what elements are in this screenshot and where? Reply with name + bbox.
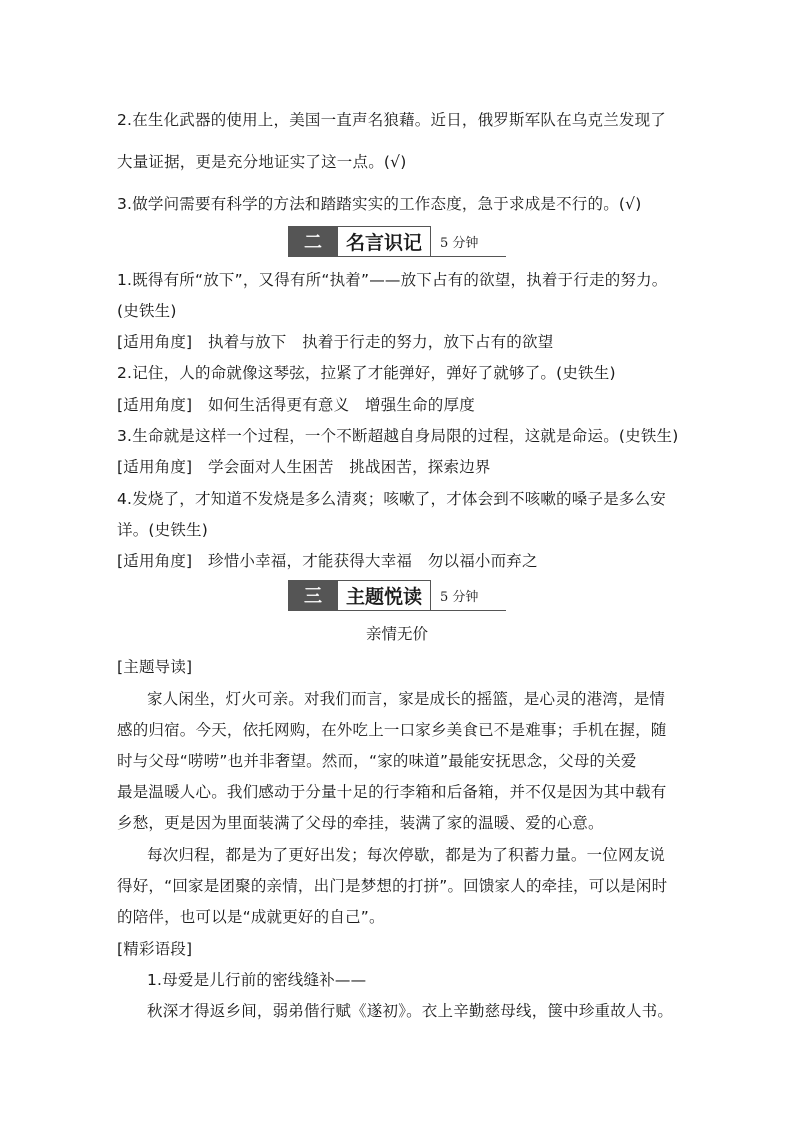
excerpt-label: [精彩语段]	[117, 940, 193, 958]
para-1-line-3: 时与父母“唠唠”也并非奢望。然而，“家的味道”最能安抚思念，父母的关爱	[117, 752, 637, 770]
para-1-line-4: 最是温暖人心。我们感动于分量十足的行李箱和后备箱，并不仅是因为其中载有	[117, 783, 667, 801]
section-title: 主题悦读	[338, 580, 431, 610]
section-duration: 5 分钟	[440, 590, 479, 605]
item-3: 3.做学问需要有科学的方法和踏踏实实的工作态度，急于求成是不行的。(√)	[117, 195, 642, 213]
section-header-quotes	[288, 226, 506, 257]
quote-2: 2.记住，人的命就像这琴弦，拉紧了才能弹好，弹好了就够了。(史铁生)	[117, 364, 616, 382]
section-header-reading	[288, 580, 506, 611]
para-2-line-2: 得好，“回家是团聚的亲情，出门是梦想的打拼”。回馈家人的牵挂，可以是闲时	[117, 877, 668, 895]
para-2-line-1: 每次归程，都是为了更好出发；每次停歇，都是为了积蓄力量。一位网友说	[147, 846, 666, 864]
section-duration: 5 分钟	[440, 236, 479, 251]
item-2-line-1: 2.在生化武器的使用上，美国一直声名狼藉。近日，俄罗斯军队在乌克兰发现了	[117, 111, 666, 129]
quote-1-angle: [适用角度] 执着与放下 执着于行走的努力，放下占有的欲望	[117, 333, 554, 351]
section-title: 名言识记	[338, 226, 431, 256]
article-title: 亲情无价	[365, 625, 428, 643]
quote-4-line-1: 4.发烧了，才知道不发烧是多么清爽；咳嗽了，才体会到不咳嗽的嗓子是多么安	[117, 490, 666, 508]
section-number: 三	[288, 580, 338, 610]
excerpt-1-line-1: 秋深才得返乡间，弱弟偕行赋《遂初》。衣上辛勤慈母线，箧中珍重故人书。	[147, 1002, 674, 1020]
para-1-line-1: 家人闲坐，灯火可亲。对我们而言，家是成长的摇篮，是心灵的港湾，是情	[147, 690, 666, 708]
para-1-line-2: 感的归宿。今天，依托网购，在外吃上一口家乡美食已不是难事；手机在握，随	[117, 721, 667, 739]
excerpt-1-title: 1.母爱是儿行前的密线缝补——	[147, 971, 367, 989]
para-1-line-5: 乡愁，更是因为里面装满了父母的牵挂，装满了家的温暖、爱的心意。	[117, 814, 604, 832]
quote-1-line-1: 1.既得有所“放下”，又得有所“执着”——放下占有的欲望，执着于行走的努力。	[117, 271, 668, 289]
para-2-line-3: 的陪伴，也可以是“成就更好的自己”。	[117, 908, 385, 926]
item-2-line-2: 大量证据，更是充分地证实了这一点。(√)	[117, 153, 407, 171]
quote-3: 3.生命就是这样一个过程，一个不断超越自身局限的过程，这就是命运。(史铁生)	[117, 427, 679, 445]
quote-3-angle: [适用角度] 学会面对人生困苦 挑战困苦，探索边界	[117, 458, 491, 476]
quote-2-angle: [适用角度] 如何生活得更有意义 增强生命的厚度	[117, 396, 475, 414]
quote-4-line-2: 详。(史铁生)	[117, 521, 208, 539]
quote-4-angle: [适用角度] 珍惜小幸福，才能获得大幸福 勿以福小而弃之	[117, 552, 538, 570]
section-number: 二	[288, 226, 338, 256]
quote-1-line-2: (史铁生)	[117, 302, 177, 320]
guide-label: [主题导读]	[117, 658, 193, 676]
